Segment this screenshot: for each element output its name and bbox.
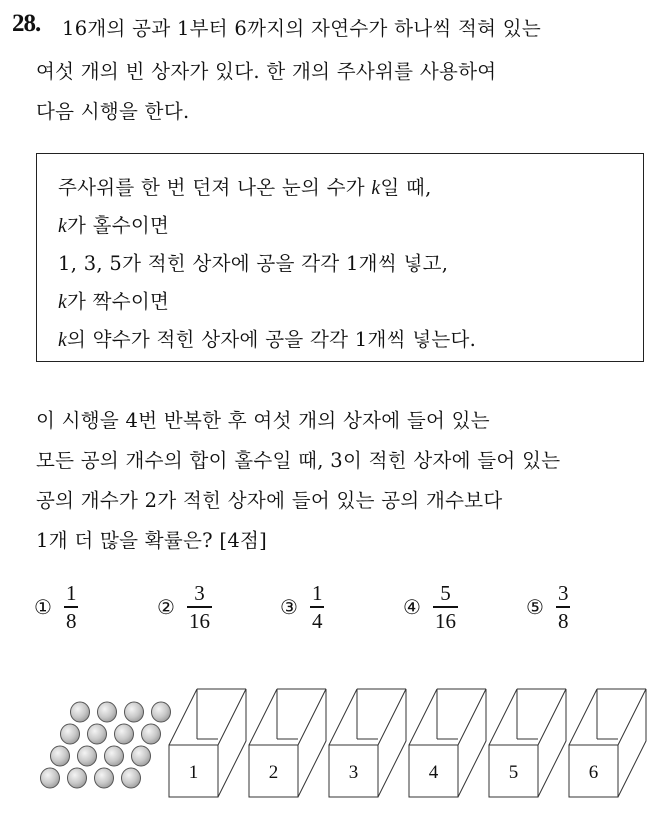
choice-marker: ①: [34, 595, 52, 619]
fraction: [556, 582, 571, 631]
ball-icon: [142, 724, 161, 744]
choice-3[interactable]: [280, 582, 324, 632]
box-3: [329, 689, 406, 797]
box-label: 3: [348, 762, 359, 783]
fraction-bar: [556, 606, 571, 607]
box-4: [409, 689, 486, 797]
choice-marker: ③: [280, 595, 298, 619]
variable-k: k: [371, 178, 381, 199]
choice-4[interactable]: [403, 582, 458, 632]
fraction: [64, 582, 79, 631]
numerator: 1: [311, 581, 323, 606]
procedure-line-4-post: 가 짝수이면: [66, 290, 170, 313]
box-2: [249, 689, 326, 797]
procedure-line-4: [58, 286, 169, 314]
ball-icon: [95, 768, 114, 788]
fraction: [433, 582, 458, 631]
ball-icon: [68, 768, 87, 788]
numerator: 3: [557, 581, 569, 606]
question-number: 28.: [12, 10, 41, 37]
intro-line-1: 16개의 공과 1부터 6까지의 자연수가 하나씩 적혀 있는: [62, 17, 542, 40]
fraction-bar: [433, 606, 458, 607]
denominator: 16: [188, 608, 210, 633]
ball-icon: [61, 724, 80, 744]
ball-icon: [78, 746, 97, 766]
choice-1[interactable]: [34, 582, 78, 632]
fraction-bar: [187, 606, 212, 607]
variable-k: k: [58, 292, 67, 313]
ball-icon: [115, 724, 134, 744]
ball-icon: [51, 746, 70, 766]
procedure-line-3-pre: 1, 3, 5가 적힌 상자에 공을 각각 1개씩 넣고,: [58, 252, 449, 275]
denominator: 16: [434, 608, 456, 633]
ball-icon: [125, 702, 144, 722]
body-line-3: 공의 개수가 2가 적힌 상자에 들어 있는 공의 개수보다: [36, 489, 503, 512]
variable-k: k: [58, 330, 67, 351]
box-label: 4: [428, 762, 439, 783]
intro-line-2: 여섯 개의 빈 상자가 있다. 한 개의 주사위를 사용하여: [36, 60, 497, 83]
body-line-2: 모든 공의 개수의 합이 홀수일 때, 3이 적힌 상자에 들어 있는: [36, 449, 561, 472]
procedure-line-5-post: 의 약수가 적힌 상자에 공을 각각 1개씩 넣는다.: [66, 328, 477, 351]
numerator: 5: [440, 581, 451, 606]
intro-line-3: 다음 시행을 한다.: [36, 100, 190, 123]
variable-k: k: [58, 216, 67, 237]
choice-marker: ④: [403, 595, 421, 619]
ball-icon: [105, 746, 124, 766]
denominator: 8: [557, 608, 569, 633]
procedure-line-1: [58, 172, 432, 200]
procedure-line-5: [58, 324, 476, 352]
denominator: 4: [311, 608, 323, 633]
choice-2[interactable]: [157, 582, 212, 632]
box-label: 2: [268, 762, 279, 783]
ball-icon: [41, 768, 60, 788]
box-1: [169, 689, 246, 797]
box-label: 5: [508, 762, 519, 783]
choice-marker: ②: [157, 595, 175, 619]
ball-icon: [71, 702, 90, 722]
procedure-line-2: [58, 210, 169, 238]
ball-icon: [88, 724, 107, 744]
fraction-bar: [64, 606, 79, 607]
procedure-line-1-pre: 주사위를 한 번 던져 나온 눈의 수가: [58, 176, 372, 199]
ball-icon: [152, 702, 171, 722]
ball-group: [41, 702, 171, 788]
fraction-bar: [310, 606, 325, 607]
ball-icon: [122, 768, 141, 788]
choice-5[interactable]: [526, 582, 570, 632]
fraction: [310, 582, 325, 631]
ball-icon: [132, 746, 151, 766]
procedure-line-1-post: 일 때,: [380, 176, 432, 199]
choice-marker: ⑤: [526, 595, 544, 619]
box-label: 1: [188, 762, 199, 783]
body-line-4: 1개 더 많을 확률은? [4점]: [36, 529, 268, 552]
ball-icon: [98, 702, 117, 722]
numerator: 1: [65, 581, 77, 606]
box-5: [489, 689, 566, 797]
fraction: [187, 582, 212, 631]
box-label: 6: [588, 762, 599, 783]
denominator: 8: [65, 608, 77, 633]
box-group: [169, 689, 646, 797]
body-line-1: 이 시행을 4번 반복한 후 여섯 개의 상자에 들어 있는: [36, 409, 490, 432]
box-6: [569, 689, 646, 797]
procedure-line-2-post: 가 홀수이면: [66, 214, 170, 237]
balls-and-boxes-figure: [0, 680, 669, 818]
numerator: 3: [194, 581, 205, 606]
procedure-line-3: [58, 248, 448, 276]
